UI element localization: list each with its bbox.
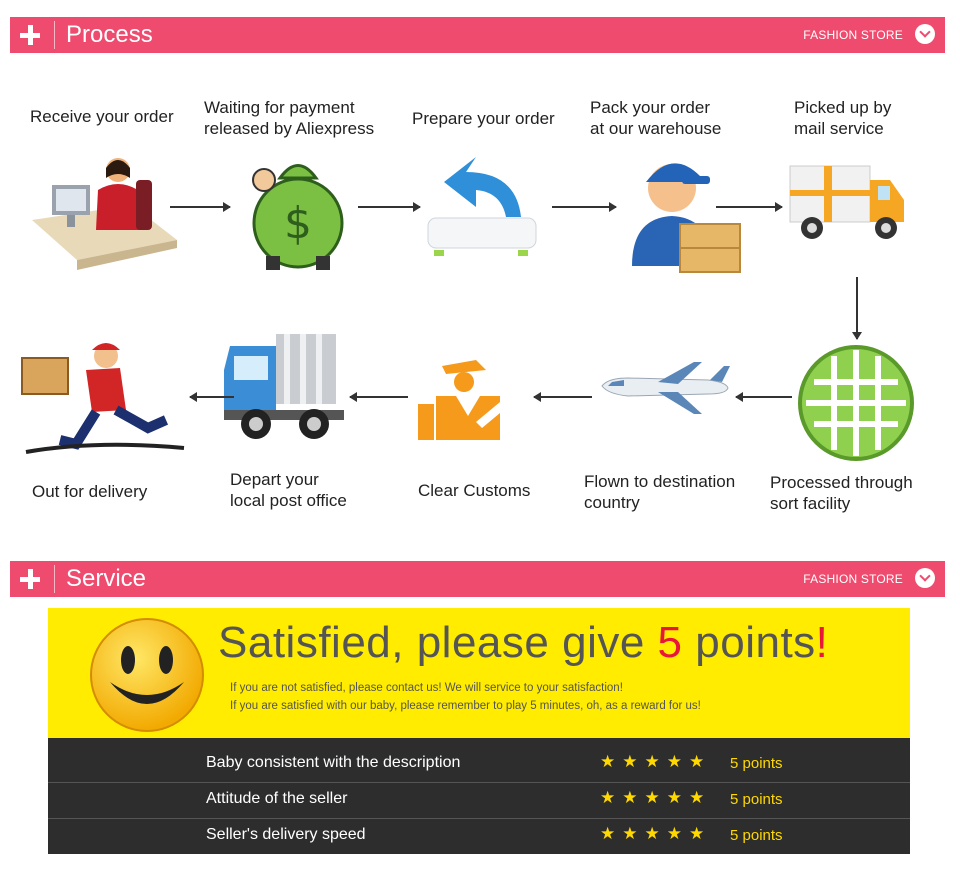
rating-points: 5 points [730, 827, 783, 844]
plus-icon[interactable] [18, 23, 42, 47]
step-label-receive: Receive your order [30, 107, 174, 126]
airplane-icon [598, 362, 732, 418]
step-label-sort: Processed through sort facility [770, 473, 913, 513]
service-subtext-1: If you are not satisfied, please contact us! We will service to your satisfaction! [230, 682, 623, 694]
flow-arrow-right [358, 206, 420, 208]
divider [54, 21, 55, 49]
smiley-face-icon [88, 616, 206, 734]
section-title-process: Process [66, 21, 153, 48]
postal-truck-icon [220, 330, 350, 448]
computer-user-icon [22, 150, 182, 272]
ratings-table [48, 738, 910, 854]
star-rating-icon: ★★★★★ [600, 788, 712, 807]
rating-points: 5 points [730, 791, 783, 808]
rating-label: Seller's delivery speed [206, 826, 366, 843]
flow-arrow-down [856, 277, 858, 339]
flow-arrow-right [552, 206, 616, 208]
step-label-pickup: Picked up by mail service [794, 98, 892, 138]
globe-icon [794, 342, 918, 464]
running-courier-icon [16, 340, 186, 460]
rating-points: 5 points [730, 755, 783, 772]
service-header-bar [10, 561, 945, 597]
rating-row [48, 746, 910, 783]
section-title-service: Service [66, 565, 147, 592]
chevron-down-icon[interactable] [915, 24, 935, 44]
flow-arrow-left [350, 396, 408, 398]
step-label-pack: Pack your order at our warehouse [590, 98, 722, 138]
service-panel [48, 608, 910, 738]
flow-arrow-left [190, 396, 234, 398]
step-label-prepare: Prepare your order [412, 109, 555, 128]
rating-row [48, 818, 910, 854]
flow-arrow-left [736, 396, 792, 398]
step-label-out-for-delivery: Out for delivery [32, 482, 148, 501]
customs-officer-icon [416, 352, 524, 444]
star-rating-icon: ★★★★★ [600, 824, 712, 843]
step-label-depart: Depart your local post office [230, 470, 347, 510]
money-bag-icon [236, 138, 348, 273]
download-tray-icon [426, 150, 538, 260]
star-rating-icon: ★★★★★ [600, 752, 712, 771]
rating-label: Attitude of the seller [206, 790, 348, 807]
chevron-down-icon[interactable] [915, 568, 935, 588]
step-label-payment: Waiting for payment released by Aliexpress [204, 98, 375, 138]
flow-arrow-right [170, 206, 230, 208]
delivery-truck-icon [788, 160, 908, 248]
rating-row [48, 782, 910, 819]
service-headline: Satisfied, please give 5 points! [218, 618, 829, 667]
step-label-customs: Clear Customs [418, 481, 531, 500]
step-label-flown: Flown to destination country [584, 472, 736, 512]
process-header-bar [10, 17, 945, 53]
store-label: FASHION STORE [803, 572, 903, 586]
svg-text:$: $ [284, 198, 312, 249]
store-label: FASHION STORE [803, 28, 903, 42]
plus-icon[interactable] [18, 567, 42, 591]
rating-label: Baby consistent with the description [206, 754, 461, 771]
flow-arrow-left [534, 396, 592, 398]
flow-arrow-right [716, 206, 782, 208]
service-subtext-2: If you are satisfied with our baby, please remember to play 5 minutes, oh, as a reward for us! [230, 700, 701, 712]
worker-with-box-icon [622, 146, 744, 276]
divider [54, 565, 55, 593]
